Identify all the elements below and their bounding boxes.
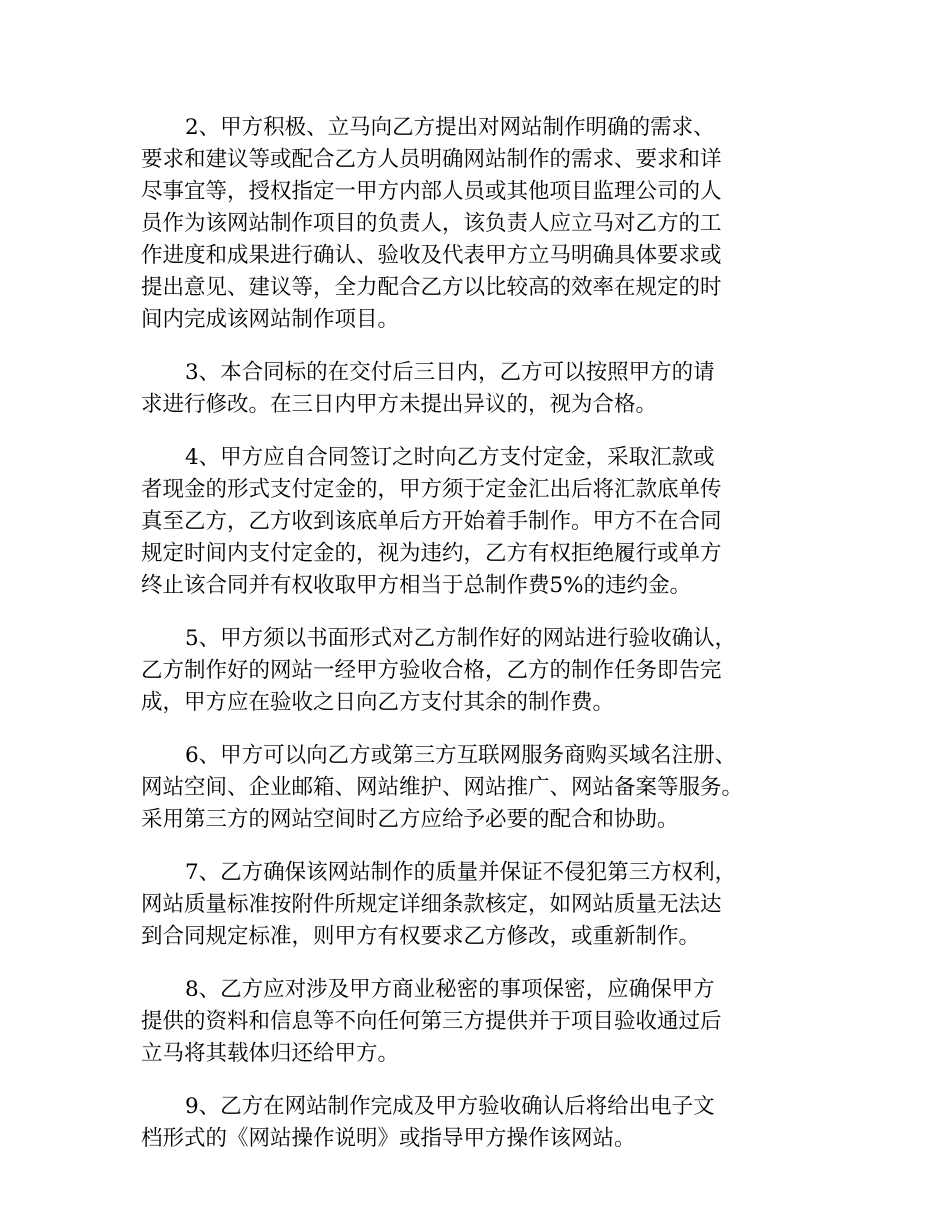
clause-4 [141,442,831,602]
clause-8-line-2: 提供的资料和信息等不向任何第三方提供并于项目验收通过后 [141,1009,722,1034]
clause-3-line-2: 求进行修改。在三日内甲方未提出异议的，视为合格。 [141,392,658,417]
clause-5-line-1: 5、甲方须以书面形式对乙方制作好的网站进行验收确认， [185,626,737,651]
clause-7-line-2: 网站质量标准按附件所规定详细条款核定，如网站质量无法达 [141,892,722,917]
clause-8-line-1: 8、乙方应对涉及甲方商业秘密的事项保密，应确保甲方 [185,977,715,1002]
clause-6-line-3: 采用第三方的网站空间时乙方应给予必要的配合和协助。 [141,807,679,832]
clause-2-line-1: 2、甲方积极、立马向乙方提出对网站制作明确的需求、 [185,115,715,140]
clause-5-line-2: 乙方制作好的网站一经甲方验收合格，乙方的制作任务即告完 [141,658,722,683]
clause-8-line-3: 立马将其载体归还给甲方。 [141,1041,400,1066]
clause-2-line-5: 作进度和成果进行确认、验收及代表甲方立马明确具体要求或 [141,243,722,268]
clause-6-line-1: 6、甲方可以向乙方或第三方互联网服务商购买域名注册、 [185,743,737,768]
clause-4-line-1: 4、甲方应自合同签订之时向乙方支付定金，采取汇款或 [185,445,715,470]
clause-2-line-7: 间内完成该网站制作项目。 [141,307,400,332]
clause-5-line-3: 成，甲方应在验收之日向乙方支付其余的制作费。 [141,690,615,715]
clause-2 [141,112,831,336]
clause-5 [141,623,831,719]
clause-2-line-6: 提出意见、建议等，全力配合乙方以比较高的效率在规定的时 [141,275,722,300]
clause-2-line-4: 员作为该网站制作项目的负责人，该负责人应立马对乙方的工 [141,211,722,236]
clause-4-line-2: 者现金的形式支付定金的，甲方须于定金汇出后将汇款底单传 [141,477,722,502]
clause-9-line-1: 9、乙方在网站制作完成及甲方验收确认后将给出电子文 [185,1094,715,1119]
clause-9 [141,1091,831,1155]
clause-7 [141,857,831,953]
clause-7-line-3: 到合同规定标准，则甲方有权要求乙方修改，或重新制作。 [141,924,701,949]
clause-3-line-1: 3、本合同标的在交付后三日内，乙方可以按照甲方的请 [185,360,715,385]
clause-9-line-2: 档形式的《网站操作说明》或指导甲方操作该网站。 [141,1126,636,1151]
clause-4-line-5: 终止该合同并有权收取甲方相当于总制作费5%的违约金。 [141,573,692,598]
clause-2-line-2: 要求和建议等或配合乙方人员明确网站制作的需求、要求和详 [141,147,722,172]
clause-6-line-2: 网站空间、企业邮箱、网站维护、网站推广、网站备案等服务。 [141,775,744,800]
clause-4-line-3: 真至乙方，乙方收到该底单后方开始着手制作。甲方不在合同 [141,509,722,534]
clause-2-line-3: 尽事宜等，授权指定一甲方内部人员或其他项目监理公司的人 [141,179,722,204]
clause-3 [141,357,831,421]
clause-6 [141,740,831,836]
clause-7-line-1: 7、乙方确保该网站制作的质量并保证不侵犯第三方权利， [185,860,737,885]
document-body [141,112,831,1176]
clause-4-line-4: 规定时间内支付定金的，视为违约，乙方有权拒绝履行或单方 [141,541,722,566]
clause-8 [141,974,831,1070]
